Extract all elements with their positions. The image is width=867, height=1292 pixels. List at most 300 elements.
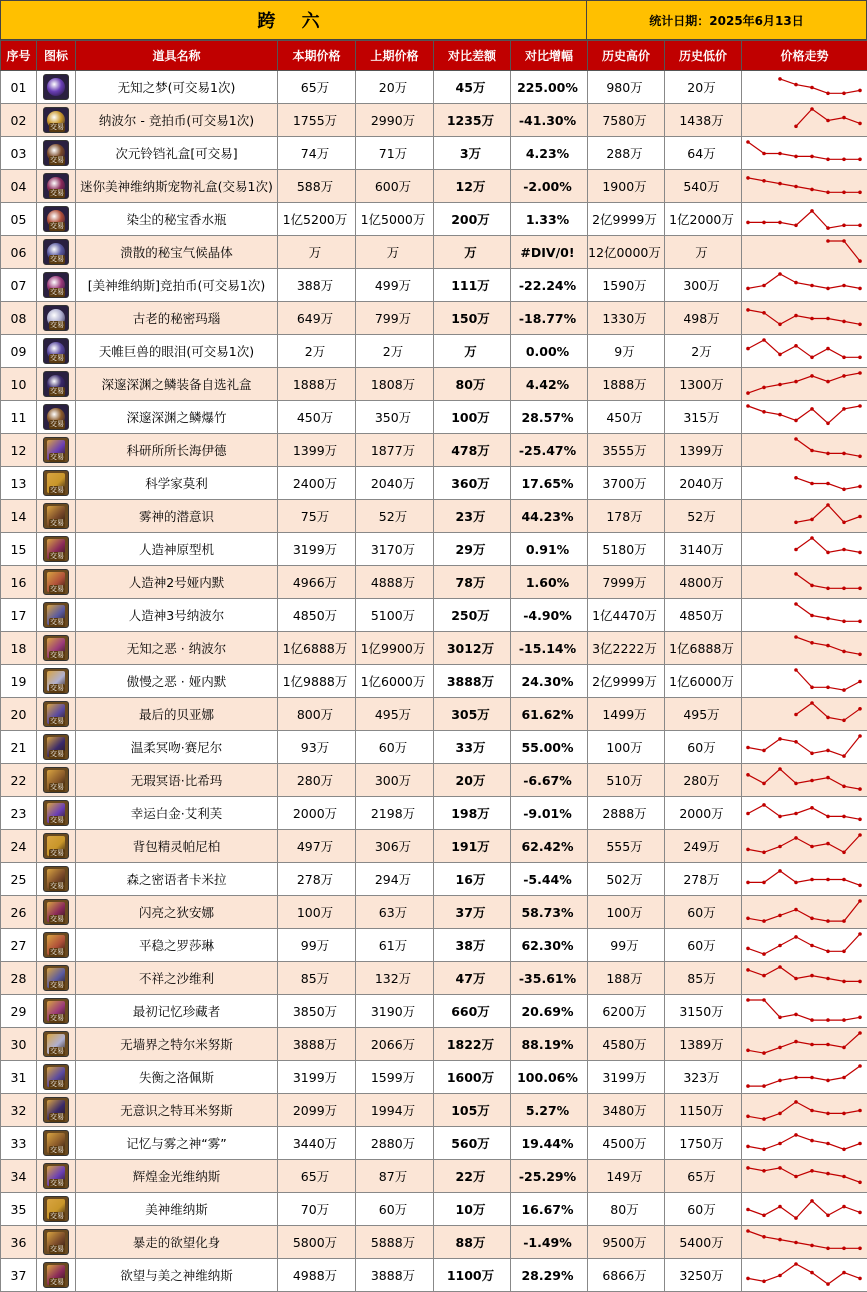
history-high: 980万 (588, 71, 665, 104)
trend-point (778, 181, 782, 185)
trade-tag: 交易 (50, 783, 64, 791)
trade-tag: 交易 (50, 750, 64, 758)
price-change-pct: -1.49% (511, 1226, 588, 1259)
item-icon (43, 569, 69, 595)
trend-point (826, 1111, 830, 1115)
item-icon (43, 965, 69, 991)
price-trend-cell (742, 863, 867, 896)
history-high: 4580万 (588, 1028, 665, 1061)
previous-price: 1877万 (356, 434, 434, 467)
item-icon-cell (37, 170, 76, 203)
trade-tag: 交易 (50, 1014, 64, 1022)
current-price: 74万 (278, 137, 356, 170)
current-price: 65万 (278, 1160, 356, 1193)
trend-point (762, 803, 766, 807)
row-number: 36 (1, 1226, 37, 1259)
history-low: 1300万 (665, 368, 742, 401)
price-table (0, 40, 867, 1292)
trend-point (842, 814, 846, 818)
trend-point (858, 652, 862, 656)
trend-point (794, 811, 798, 815)
history-high: 12亿0000万 (588, 236, 665, 269)
price-trend-sparkline (742, 468, 866, 499)
previous-price: 1994万 (356, 1094, 434, 1127)
trend-point (826, 748, 830, 752)
row-number: 03 (1, 137, 37, 170)
price-change-pct: -41.30% (511, 104, 588, 137)
trade-tag: 交易 (50, 123, 64, 131)
previous-price: 3170万 (356, 533, 434, 566)
trend-point (858, 1108, 862, 1112)
trend-point (858, 883, 862, 887)
table-row (1, 335, 867, 368)
trend-point (842, 115, 846, 119)
trend-point (842, 239, 846, 243)
price-trend-cell (742, 1061, 867, 1094)
row-number: 19 (1, 665, 37, 698)
price-diff: 191万 (434, 830, 511, 863)
row-number: 28 (1, 962, 37, 995)
trend-point (762, 973, 766, 977)
trend-point (842, 190, 846, 194)
trend-point (746, 745, 750, 749)
history-low: 1438万 (665, 104, 742, 137)
trend-point (778, 352, 782, 356)
price-trend-cell (742, 368, 867, 401)
trend-point (762, 1279, 766, 1283)
trend-point (826, 379, 830, 383)
item-icon (43, 470, 69, 496)
history-low: 540万 (665, 170, 742, 203)
trend-line (748, 1134, 860, 1148)
trend-point (746, 391, 750, 395)
price-change-pct: 88.19% (511, 1028, 588, 1061)
item-icon-cell (37, 71, 76, 104)
trade-tag: 交易 (50, 1113, 64, 1121)
trend-point (794, 880, 798, 884)
price-trend-sparkline (742, 303, 866, 334)
trend-point (826, 286, 830, 290)
item-name: 迷你美神维纳斯宠物礼盒(交易1次) (76, 170, 278, 203)
row-number: 12 (1, 434, 37, 467)
history-low: 60万 (665, 731, 742, 764)
row-number: 27 (1, 929, 37, 962)
trade-tag: 交易 (50, 717, 64, 725)
trend-point (762, 151, 766, 155)
trend-point (858, 550, 862, 554)
trend-point (842, 487, 846, 491)
item-name: 溃散的秘宝气候晶体 (76, 236, 278, 269)
item-icon (43, 1097, 69, 1123)
item-icon (43, 602, 69, 628)
table-row (1, 434, 867, 467)
current-price: 278万 (278, 863, 356, 896)
trend-point (810, 1199, 814, 1203)
header-col-icon: 图标 (37, 41, 76, 71)
trade-tag: 交易 (50, 222, 64, 230)
trend-point (794, 313, 798, 317)
price-trend-sparkline (742, 171, 866, 202)
current-price: 4850万 (278, 599, 356, 632)
trend-point (810, 316, 814, 320)
item-name: 科学家莫利 (76, 467, 278, 500)
trend-point (842, 718, 846, 722)
trend-point (794, 82, 798, 86)
history-low: 万 (665, 236, 742, 269)
price-change-pct: 28.29% (511, 1259, 588, 1292)
trend-point (826, 421, 830, 425)
item-name: 无知之梦(可交易1次) (76, 71, 278, 104)
item-name: 最初记忆珍藏者 (76, 995, 278, 1028)
header-col-no: 序号 (1, 41, 37, 71)
price-diff: 10万 (434, 1193, 511, 1226)
trend-point (810, 187, 814, 191)
history-low: 52万 (665, 500, 742, 533)
price-change-pct: -9.01% (511, 797, 588, 830)
trend-point (842, 979, 846, 983)
table-row (1, 632, 867, 665)
price-change-pct: 61.62% (511, 698, 588, 731)
history-low: 1399万 (665, 434, 742, 467)
table-row (1, 236, 867, 269)
table-row (1, 1259, 867, 1292)
item-icon-cell (37, 203, 76, 236)
trend-point (826, 1141, 830, 1145)
previous-price: 2万 (356, 335, 434, 368)
price-trend-sparkline (742, 1095, 866, 1126)
row-number: 10 (1, 368, 37, 401)
trend-point (762, 1051, 766, 1055)
price-trend-cell (742, 71, 867, 104)
table-row (1, 566, 867, 599)
trend-point (794, 781, 798, 785)
row-number: 18 (1, 632, 37, 665)
item-icon (43, 1031, 69, 1057)
previous-price: 499万 (356, 269, 434, 302)
price-trend-sparkline (742, 204, 866, 235)
history-low: 3150万 (665, 995, 742, 1028)
price-trend-cell (742, 1193, 867, 1226)
price-diff: 29万 (434, 533, 511, 566)
history-low: 2000万 (665, 797, 742, 830)
trend-point (794, 635, 798, 639)
trend-point (858, 1246, 862, 1250)
trend-point (810, 613, 814, 617)
current-price: 1亿6888万 (278, 632, 356, 665)
history-low: 3140万 (665, 533, 742, 566)
item-icon-cell (37, 1094, 76, 1127)
item-icon-cell (37, 1193, 76, 1226)
trade-tag: 交易 (50, 387, 64, 395)
price-trend-cell (742, 500, 867, 533)
price-diff: 37万 (434, 896, 511, 929)
previous-price: 60万 (356, 1193, 434, 1226)
trend-point (810, 641, 814, 645)
trend-point (842, 223, 846, 227)
price-change-pct: 4.42% (511, 368, 588, 401)
trend-point (794, 668, 798, 672)
current-price: 2000万 (278, 797, 356, 830)
trend-point (810, 916, 814, 920)
item-icon (43, 932, 69, 958)
trend-point (778, 1273, 782, 1277)
item-icon (43, 1229, 69, 1255)
price-diff: 3万 (434, 137, 511, 170)
trend-point (762, 1084, 766, 1088)
history-low: 498万 (665, 302, 742, 335)
item-name: 无墙界之特尔米努斯 (76, 1028, 278, 1061)
current-price: 100万 (278, 896, 356, 929)
price-change-pct: 1.33% (511, 203, 588, 236)
item-icon (43, 503, 69, 529)
current-price: 2400万 (278, 467, 356, 500)
header-col-low: 历史低价 (665, 41, 742, 71)
trend-point (858, 679, 862, 683)
trend-point (858, 979, 862, 983)
trend-point (762, 1235, 766, 1239)
history-low: 495万 (665, 698, 742, 731)
trade-tag: 交易 (50, 354, 64, 362)
trade-tag: 交易 (50, 849, 64, 857)
history-high: 6866万 (588, 1259, 665, 1292)
trend-point (746, 946, 750, 950)
trend-point (794, 280, 798, 284)
trend-point (826, 685, 830, 689)
previous-price: 52万 (356, 500, 434, 533)
trend-point (746, 176, 750, 180)
price-change-pct: 28.57% (511, 401, 588, 434)
trend-point (826, 775, 830, 779)
table-row (1, 995, 867, 1028)
current-price: 75万 (278, 500, 356, 533)
trend-point (778, 814, 782, 818)
current-price: 85万 (278, 962, 356, 995)
price-change-pct: 4.23% (511, 137, 588, 170)
previous-price: 1808万 (356, 368, 434, 401)
price-diff: 250万 (434, 599, 511, 632)
trend-point (826, 1246, 830, 1250)
row-number: 17 (1, 599, 37, 632)
trend-point (826, 616, 830, 620)
price-trend-cell (742, 1226, 867, 1259)
row-number: 06 (1, 236, 37, 269)
price-trend-cell (742, 203, 867, 236)
table-row (1, 863, 867, 896)
trend-line (828, 241, 860, 261)
table-row (1, 302, 867, 335)
row-number: 15 (1, 533, 37, 566)
item-icon-cell (37, 302, 76, 335)
table-row (1, 368, 867, 401)
item-icon (43, 173, 69, 199)
current-price: 2099万 (278, 1094, 356, 1127)
current-price: 3888万 (278, 1028, 356, 1061)
trend-point (842, 1270, 846, 1274)
title-bar (0, 0, 867, 40)
history-high: 2亿9999万 (588, 665, 665, 698)
trend-point (842, 754, 846, 758)
item-icon-cell (37, 731, 76, 764)
trend-point (842, 850, 846, 854)
trend-point (810, 685, 814, 689)
previous-price: 5888万 (356, 1226, 434, 1259)
price-trend-cell (742, 599, 867, 632)
trend-point (746, 1144, 750, 1148)
row-number: 30 (1, 1028, 37, 1061)
trend-point (746, 1166, 750, 1170)
trend-point (826, 503, 830, 507)
current-price: 800万 (278, 698, 356, 731)
trend-point (810, 154, 814, 158)
trend-point (842, 919, 846, 923)
trend-line (780, 78, 860, 92)
item-icon (43, 305, 69, 331)
price-trend-sparkline (742, 699, 866, 730)
item-icon-cell (37, 1160, 76, 1193)
trend-point (794, 184, 798, 188)
item-name: 最后的贝亚娜 (76, 698, 278, 731)
trend-point (778, 1015, 782, 1019)
price-change-pct: -2.00% (511, 170, 588, 203)
row-number: 02 (1, 104, 37, 137)
history-low: 60万 (665, 929, 742, 962)
trend-point (778, 1111, 782, 1115)
price-diff: 33万 (434, 731, 511, 764)
trend-point (826, 316, 830, 320)
table-row (1, 401, 867, 434)
item-icon-cell (37, 797, 76, 830)
price-change-pct: -5.44% (511, 863, 588, 896)
trade-tag: 交易 (50, 651, 64, 659)
trend-point (810, 1042, 814, 1046)
trend-point (842, 355, 846, 359)
trend-point (746, 1207, 750, 1211)
price-diff: 38万 (434, 929, 511, 962)
price-trend-sparkline (742, 501, 866, 532)
history-high: 288万 (588, 137, 665, 170)
current-price: 4966万 (278, 566, 356, 599)
previous-price: 60万 (356, 731, 434, 764)
current-price: 1755万 (278, 104, 356, 137)
price-trend-cell (742, 1094, 867, 1127)
trend-point (794, 1100, 798, 1104)
trend-line (748, 1101, 860, 1118)
trade-tag: 交易 (50, 915, 64, 923)
trend-point (810, 107, 814, 111)
item-icon (43, 1262, 69, 1288)
trend-point (810, 1169, 814, 1173)
table-row (1, 500, 867, 533)
trend-point (794, 1174, 798, 1178)
trend-point (842, 451, 846, 455)
price-change-pct: 44.23% (511, 500, 588, 533)
trend-point (778, 1237, 782, 1241)
item-icon-cell (37, 1127, 76, 1160)
trade-tag: 交易 (50, 321, 64, 329)
history-low: 3250万 (665, 1259, 742, 1292)
price-trend-sparkline (742, 600, 866, 631)
trend-point (858, 833, 862, 837)
price-diff: 305万 (434, 698, 511, 731)
previous-price: 63万 (356, 896, 434, 929)
trend-point (762, 338, 766, 342)
trend-point (810, 407, 814, 411)
price-diff: 16万 (434, 863, 511, 896)
history-low: 4850万 (665, 599, 742, 632)
trend-point (842, 91, 846, 95)
price-change-pct: 62.42% (511, 830, 588, 863)
item-icon-cell (37, 1226, 76, 1259)
trend-point (794, 836, 798, 840)
trend-point (842, 619, 846, 623)
price-change-pct: 1.60% (511, 566, 588, 599)
price-diff: 360万 (434, 467, 511, 500)
price-trend-sparkline (742, 996, 866, 1027)
trade-tag: 交易 (50, 981, 64, 989)
price-trend-sparkline (742, 798, 866, 829)
trend-point (746, 1114, 750, 1118)
price-diff: 478万 (434, 434, 511, 467)
item-icon (43, 635, 69, 661)
trend-point (858, 355, 862, 359)
price-diff: 100万 (434, 401, 511, 434)
price-diff: 198万 (434, 797, 511, 830)
current-price: 99万 (278, 929, 356, 962)
trend-point (778, 77, 782, 81)
trend-point (826, 91, 830, 95)
trend-point (826, 1213, 830, 1217)
price-trend-cell (742, 731, 867, 764)
trade-tag: 交易 (50, 1278, 64, 1286)
trend-point (778, 767, 782, 771)
trend-point (810, 1018, 814, 1022)
trend-point (746, 968, 750, 972)
trend-point (810, 877, 814, 881)
previous-price: 20万 (356, 71, 434, 104)
price-trend-cell (742, 698, 867, 731)
item-icon (43, 140, 69, 166)
item-name: 次元铃铛礼盒[可交易] (76, 137, 278, 170)
trend-point (762, 1117, 766, 1121)
previous-price: 1亿5000万 (356, 203, 434, 236)
price-diff: 22万 (434, 1160, 511, 1193)
header-col-trend: 价格走势 (742, 41, 867, 71)
current-price: 588万 (278, 170, 356, 203)
trend-point (826, 1018, 830, 1022)
price-trend-cell (742, 302, 867, 335)
item-icon-cell (37, 632, 76, 665)
trend-point (842, 1147, 846, 1151)
item-name: 暴走的欲望化身 (76, 1226, 278, 1259)
trend-point (826, 919, 830, 923)
table-row (1, 1061, 867, 1094)
item-name: 背包精灵帕尼柏 (76, 830, 278, 863)
table-row (1, 830, 867, 863)
table-row (1, 665, 867, 698)
history-high: 3480万 (588, 1094, 665, 1127)
trend-point (778, 1078, 782, 1082)
trend-point (826, 451, 830, 455)
trend-point (778, 412, 782, 416)
trend-point (842, 1204, 846, 1208)
price-trend-sparkline (742, 864, 866, 895)
trade-tag: 交易 (50, 156, 64, 164)
history-high: 555万 (588, 830, 665, 863)
trend-point (826, 481, 830, 485)
trade-tag: 交易 (50, 552, 64, 560)
table-row (1, 1094, 867, 1127)
row-number: 23 (1, 797, 37, 830)
